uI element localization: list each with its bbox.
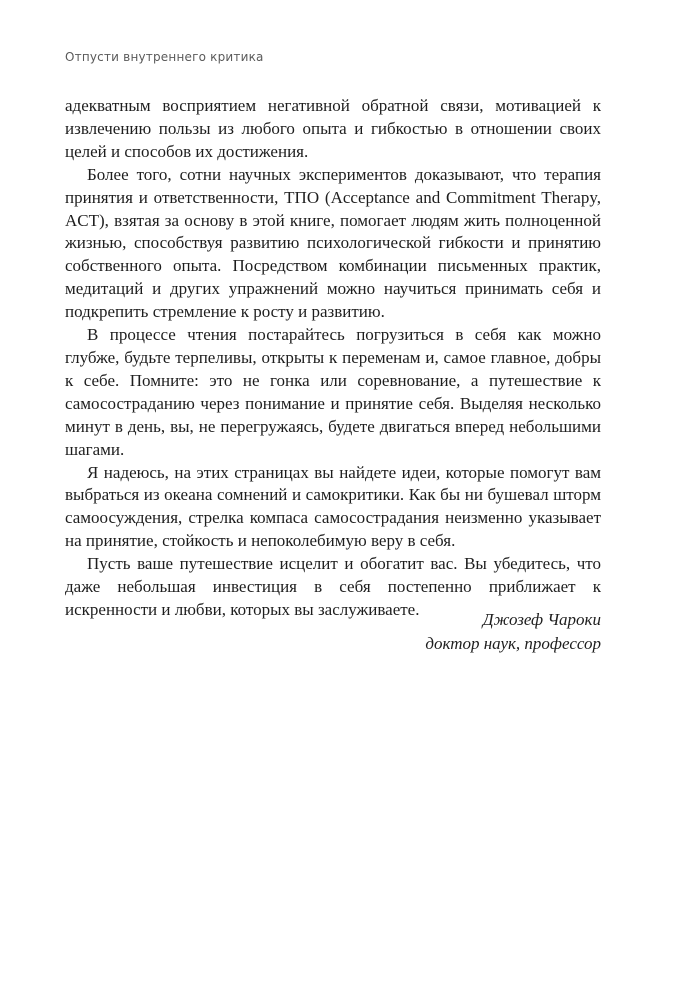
author-name: Джозеф Чароки [482, 610, 601, 629]
paragraph-5: Пусть ваше путешествие исцелит и обогатит вас. Вы убедитесь, что даже небольшая инвестиция в себя постепенно приближает к искренности и любви, которых вы заслуживаете. [65, 554, 601, 619]
body-text [65, 95, 601, 622]
signature-block [300, 608, 601, 656]
paragraph-1: адекватным восприятием негативной обратной связи, мотивацией к извлечению пользы из любого опыта и гибкостью в отношении своих целей и способов их достижения. [65, 96, 601, 161]
author-title: доктор наук, профессор [425, 634, 601, 653]
paragraph-3: В процессе чтения постарайтесь погрузиться в себя как можно глубже, будьте терпеливы, открыты к переменам и, самое главное, добры к себе. Помните: это не гонка или соревнование, а путешествие к самосостраданию через понимание и принятие себя. Выделяя несколько минут в день, вы, не перегружаясь, будете двигаться вперед небольшими шагами. [65, 325, 601, 459]
running-head: Отпусти внутреннего критика [65, 50, 264, 64]
paragraph-2: Более того, сотни научных экспериментов доказывают, что терапия принятия и ответственности, ТПО (Acceptance and Commitment Therapy, ACT), взятая за основу в этой книге, помогает людям жить полноценной жизнью, способствуя развитию психологической гибкости и принятию собственного опыта. Посредством комбинации письменных практик, медитаций и других упражнений можно научиться принимать себя и подкрепить стремление к росту и развитию. [65, 164, 601, 322]
paragraph-4: Я надеюсь, на этих страницах вы найдете идеи, которые помогут вам выбраться из океана сомнений и самокритики. Как бы ни бушевал шторм самоосуждения, стрелка компаса самосострадания неизменно указывает на принятие, стойкость и непоколебимую веру в себя. [65, 462, 601, 551]
